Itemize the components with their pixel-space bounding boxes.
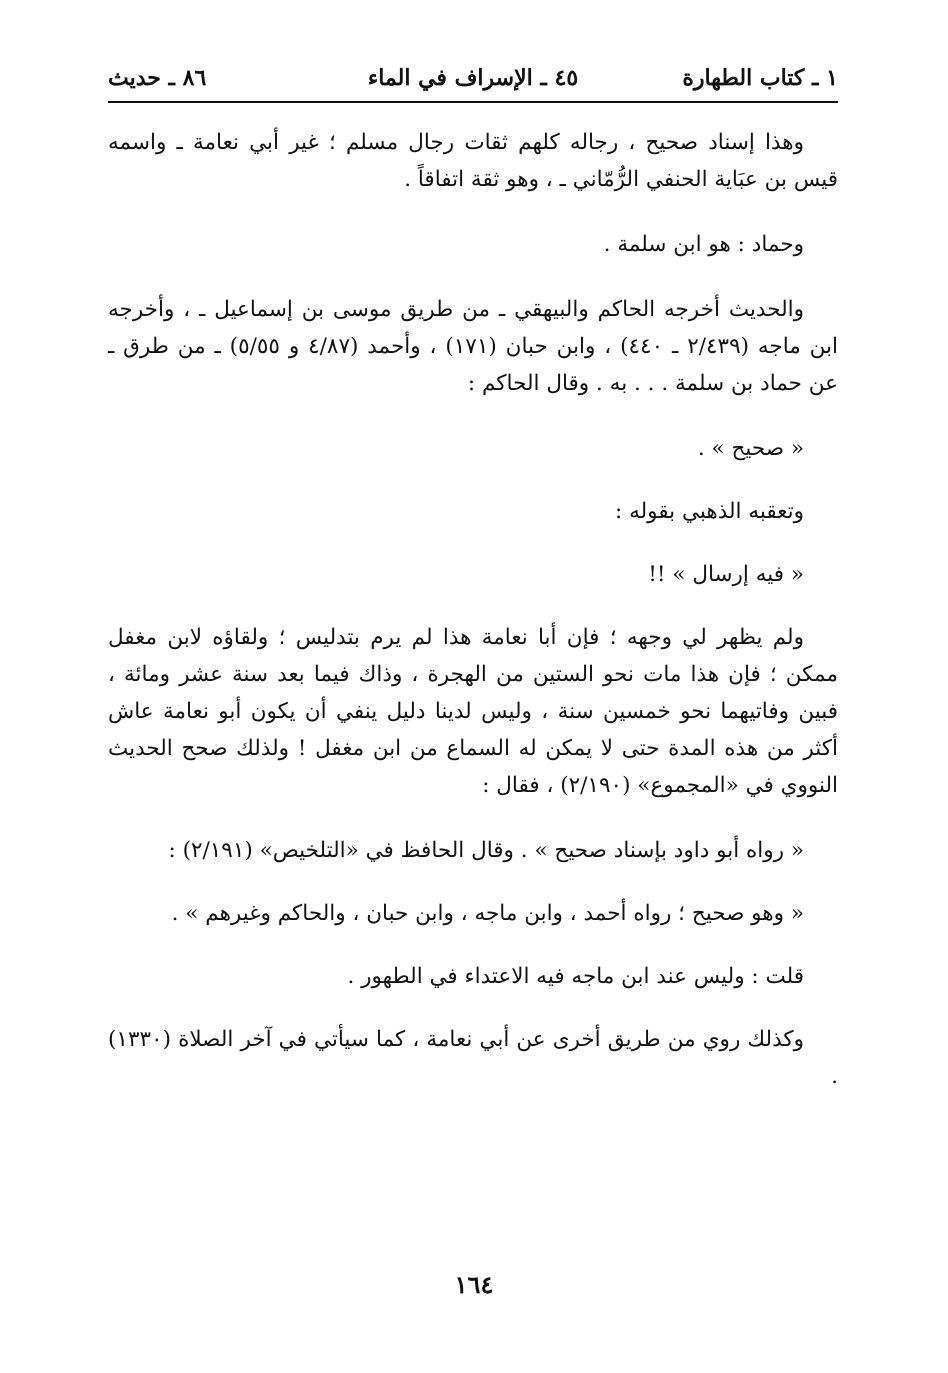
header-section-title: ٤٥ ـ الإسراف في الماء [367,65,579,91]
header-divider [108,101,838,103]
header-chapter-title: ١ ـ كتاب الطهارة [682,65,838,91]
paragraph-qultu: قلت : وليس عند ابن ماجه فيه الاعتداء في الطهور . [347,964,804,989]
quote-hafiz: « وهو صحيح ؛ رواه أحمد ، وابن ماجه ، وابن حبان ، والحاكم وغيرهم » . [171,901,804,926]
quote-hakim: « صحيح » . [697,436,804,461]
quote-nawawi: « رواه أبو داود بإسناد صحيح » . وقال الحافظ في «التلخيص» (٢/١٩١) : [168,838,804,863]
running-header [108,62,838,98]
paragraph-discussion: ولم يظهر لي وجهه ؛ فإن أبا نعامة هذا لم يرم بتدليس ؛ ولقاؤه لابن مغفل ممكن ؛ فإن هذا مات نحو الستين من الهجرة ، وذاك فيما بعد سنة عشر ومائة ، فبين وفاتيهما نحو خمسين سنة ، وليس لدينا دليل ينفي أن يكون أبو نعامة عاش أكثر من هذه المدة حتى لا يمكن له السماع من ابن مغفل ! ولذلك صحح الحديث النووي في «المجموع» (٢/١٩٠) ، فقال : [108,625,838,798]
quote-dhahabi: « فيه إرسال » !! [648,562,804,587]
paragraph-hammad: وحماد : هو ابن سلمة . [603,232,804,257]
paragraph-conclusion: وكذلك روي من طريق أخرى عن أبي نعامة ، كما سيأتي في آخر الصلاة (١٣٣٠) . [108,1027,838,1089]
page-body [108,124,838,1123]
paragraph-isnad: وهذا إسناد صحيح ، رجاله كلهم ثقات رجال مسلم ؛ غير أبي نعامة ـ واسمه قيس بن عبَاية الحنفي الرُّمّاني ـ ، وهو ثقة اتفاقاً . [108,130,838,192]
paragraph-takhrij: والحديث أخرجه الحاكم والبيهقي ـ من طريق موسى بن إسماعيل ـ ، وأخرجه ابن ماجه (٢/٤٣٩ ـ ٤٤٠) ، وابن حبان (١٧١) ، وأحمد (٤/٨٧ و ٥/٥٥) ـ من طرق ـ عن حماد بن سلمة . . . به . وقال الحاكم : [108,297,839,396]
page-number: ١٦٤ [454,1270,494,1299]
paragraph-dhahabi-intro: وتعقبه الذهبي بقوله : [615,499,804,524]
header-hadith-number: ٨٦ ـ حديث [108,65,207,91]
